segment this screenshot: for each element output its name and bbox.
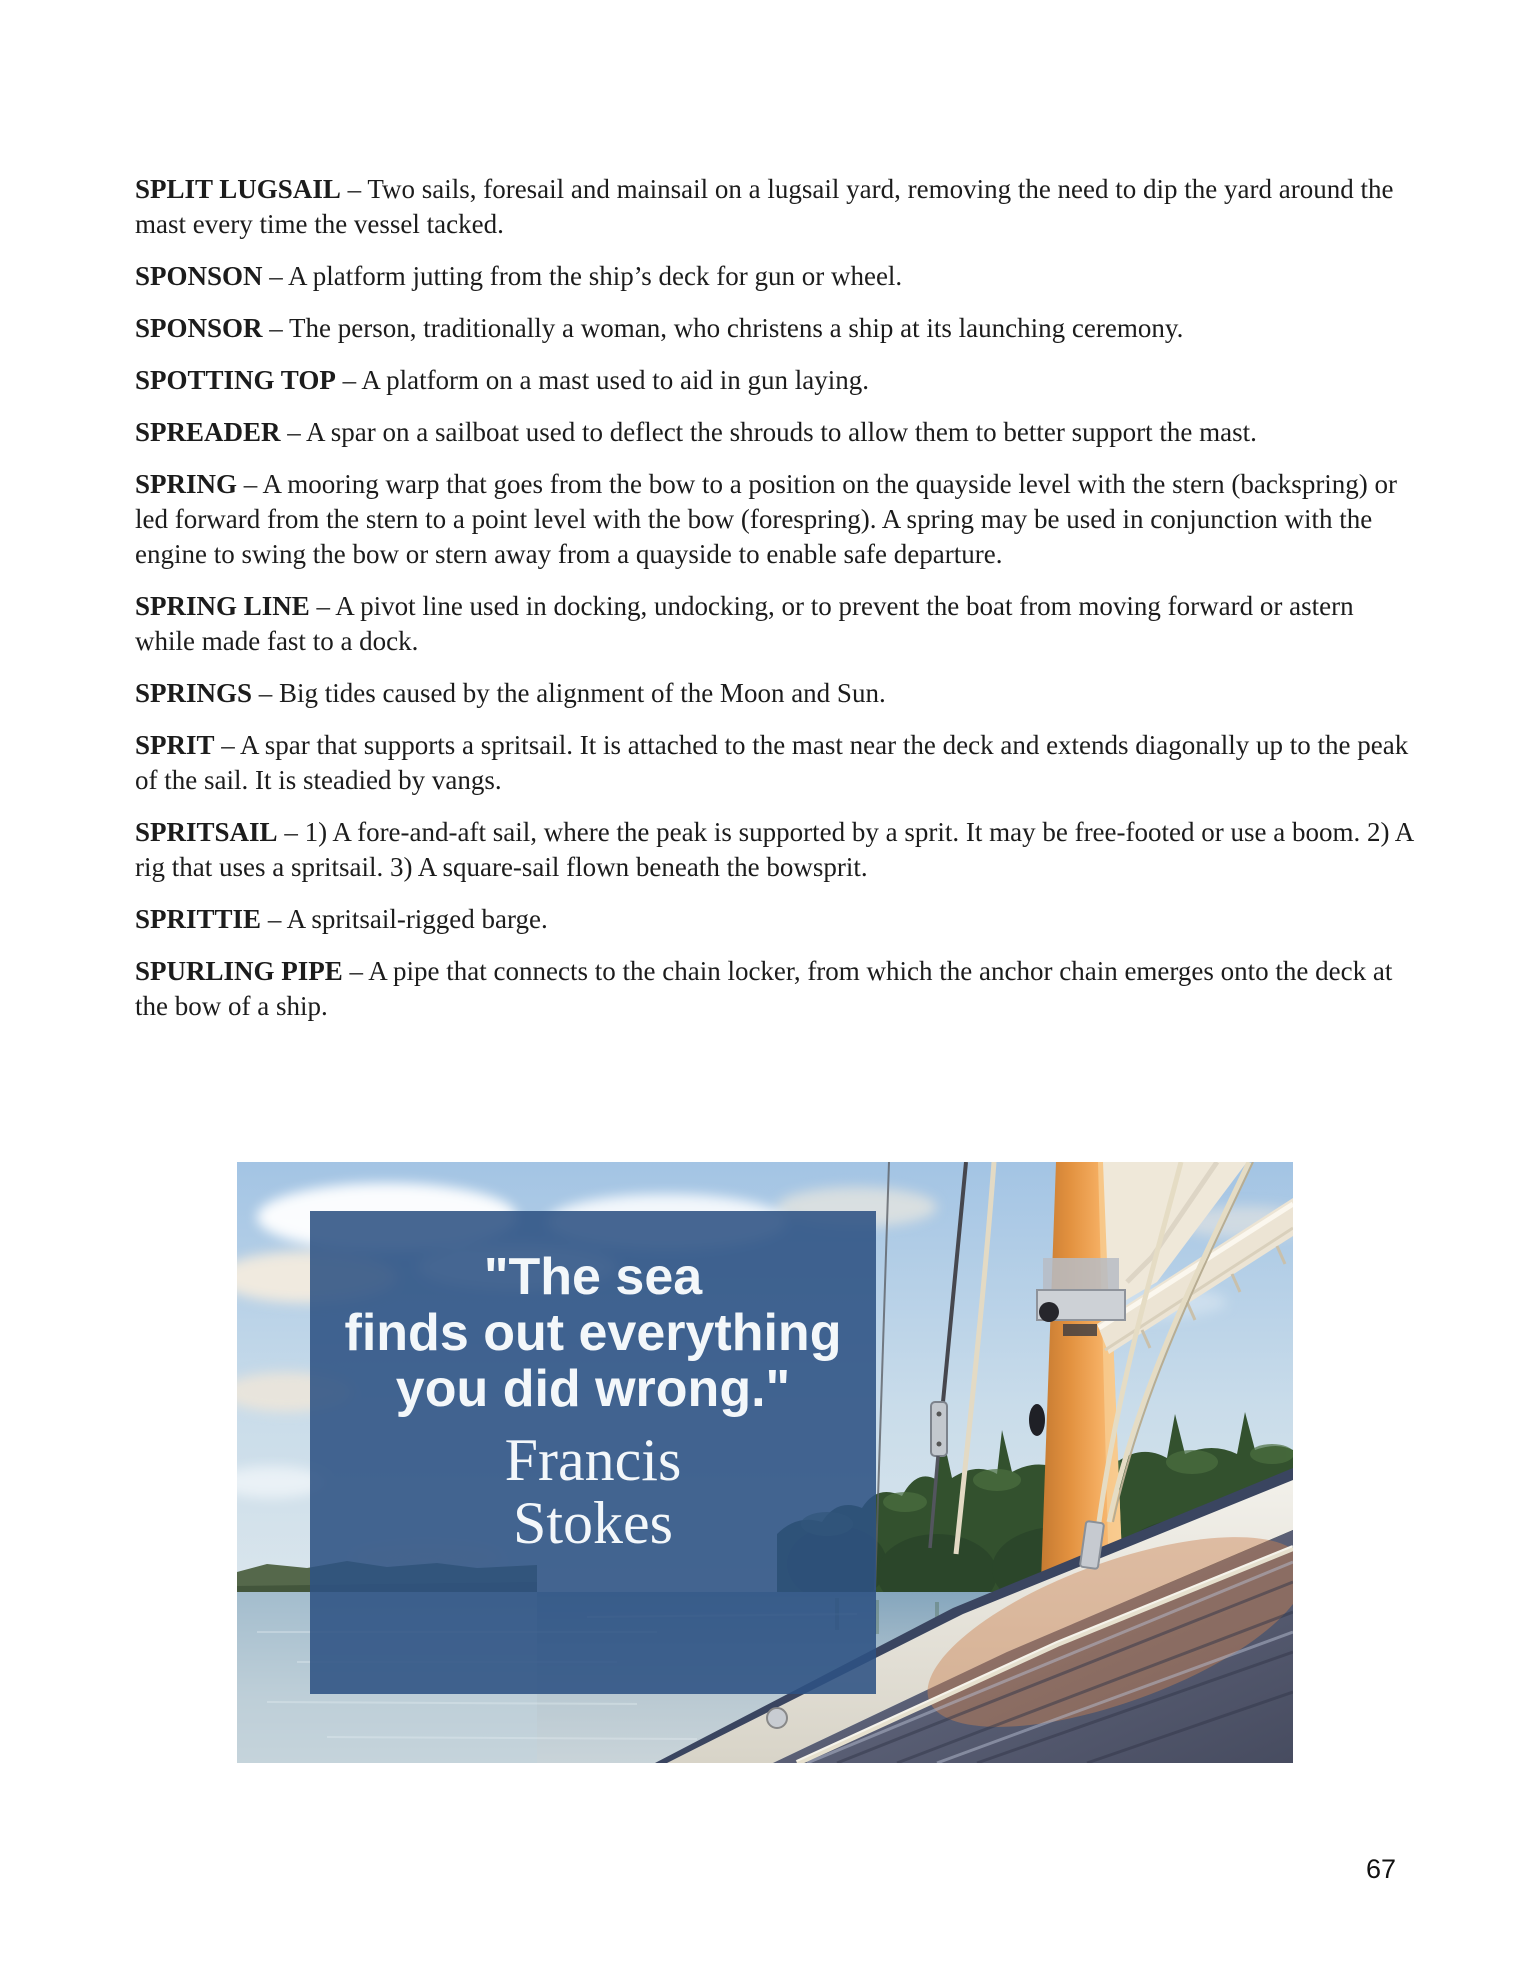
- glossary-definition: – 1) A fore-and-aft sail, where the peak is supported by a sprit. It may be free-footed or use a boom. 2) A rig that uses a spritsail. 3) A square-sail flown beneath the bowsprit.: [135, 817, 1413, 882]
- glossary-entry: [135, 728, 1417, 798]
- quote-author-line: Stokes: [512, 1490, 674, 1556]
- glossary-entry: [135, 259, 1417, 294]
- glossary-definition: – A pivot line used in docking, undocking, or to prevent the boat from moving forward or astern while made fast to a dock.: [135, 591, 1354, 656]
- glossary-term: SPRITSAIL: [135, 817, 278, 847]
- glossary-term: SPURLING PIPE: [135, 956, 343, 986]
- quote-text-line: you did wrong.": [395, 1360, 791, 1418]
- glossary-term: SPRIT: [135, 730, 215, 760]
- glossary-term: SPOTTING TOP: [135, 365, 336, 395]
- glossary-term: SPONSOR: [135, 313, 263, 343]
- sailboat-photo: [237, 1162, 1293, 1763]
- glossary-entry: [135, 589, 1417, 659]
- glossary-term: SPONSON: [135, 261, 263, 291]
- glossary-definition: – A platform on a mast used to aid in gun laying.: [335, 365, 869, 395]
- glossary-definition: – Two sails, foresail and mainsail on a lugsail yard, removing the need to dip the yard around the mast every time the vessel tacked.: [135, 174, 1394, 239]
- glossary-entry: [135, 902, 1417, 937]
- glossary-entry: [135, 954, 1417, 1024]
- quote-text-line: finds out everything: [344, 1304, 842, 1362]
- glossary-term: SPREADER: [135, 417, 281, 447]
- glossary-entry: [135, 815, 1417, 885]
- glossary-entry: [135, 172, 1417, 242]
- glossary-term: SPRINGS: [135, 678, 253, 708]
- glossary-list: [135, 172, 1417, 1041]
- quote-text-line: "The sea: [483, 1248, 703, 1306]
- glossary-entry: [135, 415, 1417, 450]
- glossary-definition: – A mooring warp that goes from the bow to a position on the quayside level with the stern (backspring) or led forward from the stern to a point level with the bow (forespring). A spring may be used in conjunction with the engine to swing the bow or stern away from a quayside to enable safe departure.: [135, 469, 1398, 569]
- glossary-definition: – The person, traditionally a woman, who christens a ship at its launching ceremony.: [262, 313, 1184, 343]
- glossary-definition: – A platform jutting from the ship’s deck for gun or wheel.: [262, 261, 903, 291]
- glossary-entry: [135, 363, 1417, 398]
- glossary-entry: [135, 311, 1417, 346]
- glossary-definition: – Big tides caused by the alignment of the Moon and Sun.: [252, 678, 886, 708]
- glossary-term: SPLIT LUGSAIL: [135, 174, 341, 204]
- glossary-entry: [135, 676, 1417, 711]
- page-number: 67: [1365, 1854, 1396, 1884]
- glossary-definition: – A spar that supports a spritsail. It is attached to the mast near the deck and extends diagonally up to the peak of the sail. It is steadied by vangs.: [135, 730, 1409, 795]
- glossary-term: SPRING: [135, 469, 238, 499]
- quote-overlay: [310, 1211, 876, 1694]
- glossary-definition: – A pipe that connects to the chain locker, from which the anchor chain emerges onto the deck at the bow of a ship.: [135, 956, 1393, 1021]
- glossary-term: SPRING LINE: [135, 591, 310, 621]
- glossary-term: SPRITTIE: [135, 904, 262, 934]
- glossary-definition: – A spritsail-rigged barge.: [261, 904, 548, 934]
- glossary-entry: [135, 467, 1417, 572]
- quote-author-line: Francis: [504, 1427, 682, 1493]
- glossary-definition: – A spar on a sailboat used to deflect the shrouds to allow them to better support the mast.: [280, 417, 1257, 447]
